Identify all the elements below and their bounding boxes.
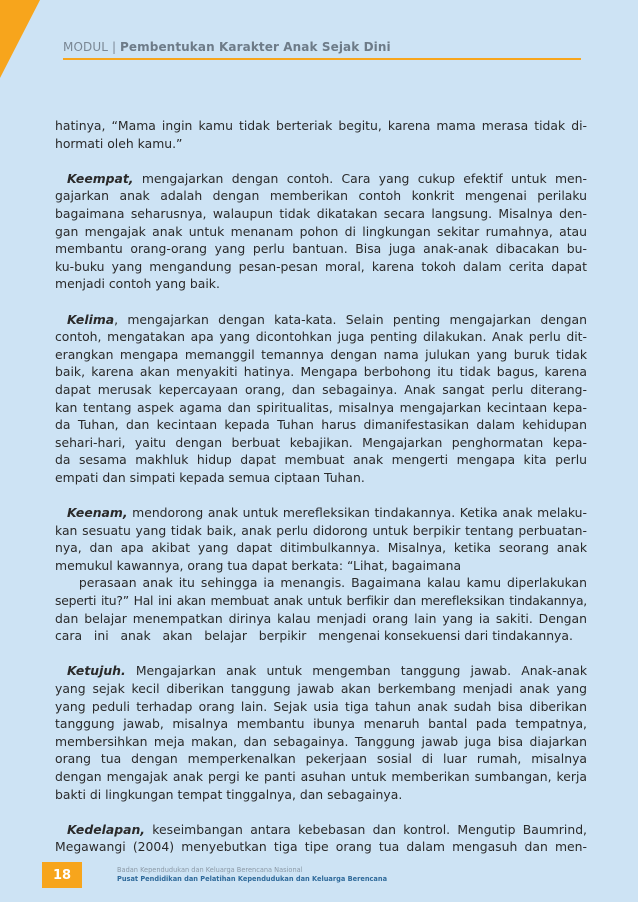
text-line — [55, 170, 587, 188]
footer-institution — [117, 866, 387, 884]
text-line: menjadi contoh yang baik. — [55, 276, 220, 292]
text-line: perasaan anak itu sehingga ia menangis. Bagaimana kalau kamu diperlakukan — [55, 575, 587, 591]
text-line: kan tentang aspek agama dan spiritualitas, misalnya mengajarkan kecintaan kepa- — [55, 399, 587, 415]
paragraph-kelima — [55, 311, 587, 487]
paragraph-lead: Kedelapan, — [67, 821, 145, 837]
module-label: MODUL — [63, 40, 109, 54]
footer-line-1: Badan Kependudukan dan Keluarga Berencana Nasional — [117, 866, 303, 874]
text-line: ku-buku yang mengandung pesan-pesan moral, karena tokoh dalam cerita dapat — [55, 258, 587, 274]
text-line: hormati oleh kamu.” — [55, 135, 183, 151]
module-title: Pembentukan Karakter Anak Sejak Dini — [120, 40, 391, 54]
paragraph-lead: Keempat, — [67, 170, 134, 186]
text-line: empati dan simpati kepada semua ciptaan Tuhan. — [55, 469, 365, 485]
text-line: erangkan mengapa memanggil temannya dengan nama julukan yang buruk tidak — [55, 346, 587, 362]
header-rule — [63, 58, 581, 60]
text-line — [55, 504, 587, 522]
text-run: , mengajarkan dengan kata-kata. Selain penting mengajarkan dengan — [114, 311, 587, 327]
text-run: mendorong anak untuk merefleksikan tindakannya. Ketika anak melaku- — [127, 505, 587, 521]
text-line: yang sejak kecil diberikan tanggung jawab akan berkembang menjadi anak yang — [55, 681, 587, 696]
paragraph-lead: Keenam, — [67, 505, 128, 521]
page-number: 18 — [52, 867, 72, 883]
text-line: gan mengajak anak untuk menanam pohon di lingkungan sekitar rumahnya, atau — [55, 223, 587, 239]
paragraph-lead: Kelima — [67, 311, 115, 327]
text-line: dengan mengajak anak pergi ke panti asuhan untuk memberikan sumbangan, kerja — [55, 768, 587, 784]
paragraph-lead: Ketujuh. — [67, 663, 126, 679]
text-run: Mengajarkan anak untuk mengemban tanggung jawab. Anak-anak — [125, 663, 587, 679]
text-line: memukul kawannya, orang tua dapat berkata: “Lihat, bagaimana — [55, 557, 462, 573]
text-line: dapat merusak kepercayaan orang, dan sebagainya. Anak sangat perlu diterang- — [55, 381, 587, 397]
text-line: orang tua dengan memperkenalkan pekerjaan sosial di luar rumah, misalnya — [55, 751, 587, 767]
text-line: da sesama makhluk hidup dapat membuat anak mengerti mengapa kita perlu — [55, 452, 587, 468]
text-line: hatinya, “Mama ingin kamu tidak berteriak begitu, karena mama merasa tidak di- — [55, 118, 587, 133]
text-line: sehari-hari, yaitu dengan berbuat kebajikan. Mengajarkan penghormatan kepa- — [55, 434, 587, 450]
text-line: membersihkan meja makan, dan sebagainya. Tanggung jawab juga bisa diajarkan — [55, 733, 587, 749]
text-line: gajarkan anak adalah dengan memberikan contoh konkrit mengenai perilaku — [55, 188, 587, 204]
text-line: baik, karena akan menyakiti hatinya. Mengapa berbohong itu tidak bagus, karena — [55, 364, 587, 380]
footer-line-2: Pusat Pendidikan dan Pelatihan Kependudukan dan Keluarga Berencana — [117, 875, 388, 883]
text-line: kan sesuatu yang tidak baik, anak perlu didorong untuk berpikir tentang perbuatan- — [55, 522, 587, 538]
page-number-badge — [42, 862, 82, 888]
text-line: bagaimana seharusnya, walaupun tidak dikatakan secara langsung. Misalnya den- — [55, 205, 587, 221]
paragraph-keempat — [55, 170, 587, 293]
running-header — [63, 40, 578, 54]
corner-accent — [0, 0, 40, 78]
text-line: dan belajar menempatkan dirinya kalau menjadi orang lain yang ia sakiti. Dengan — [55, 610, 587, 626]
paragraph-kedelapan — [55, 821, 587, 856]
paragraph-1 — [55, 117, 587, 152]
text-line: cara ini anak akan belajar berpikir mengenai konsekuensi dari tindakannya. — [55, 628, 573, 644]
text-line: contoh, mengatakan apa yang dicontohkan juga penting dilakukan. Anak perlu dit- — [55, 329, 587, 345]
text-line: nya, dan apa akibat yang dapat ditimbulkannya. Misalnya, ketika seorang anak — [55, 540, 587, 556]
text-line: membantu orang-orang yang perlu bantuan. Bisa juga anak-anak dibacakan bu- — [55, 241, 587, 257]
text-run: mengajarkan dengan contoh. Cara yang cukup efektif untuk men- — [133, 170, 587, 186]
text-line — [55, 662, 587, 680]
text-line: da Tuhan, dan kecintaan kepada Tuhan harus dimanifestasikan dalam kehidupan — [55, 417, 587, 433]
text-line: seperti itu?” Hal ini akan membuat anak untuk berfikir dan merefleksikan tindakannya, — [55, 593, 587, 609]
text-line: tanggung jawab, misalnya membantu ibunya menaruh bantal pada tempatnya, — [55, 716, 587, 732]
text-line: yang peduli terhadap orang lain. Sejak usia tiga tahun anak sudah bisa diberikan — [55, 698, 587, 714]
text-line — [55, 311, 587, 329]
text-run: keseimbangan antara kebebasan dan kontrol. Mengutip Baumrind, — [144, 821, 587, 837]
body-text — [55, 117, 587, 874]
text-line: bakti di lingkungan tempat tinggalnya, dan sebagainya. — [55, 786, 403, 802]
paragraph-keenam — [55, 504, 587, 645]
paragraph-ketujuh — [55, 662, 587, 803]
text-line — [55, 821, 587, 839]
header-separator: | — [111, 40, 117, 54]
text-line: Megawangi (2004) menyebutkan tiga tipe orang tua dalam mengasuh dan men- — [55, 839, 587, 855]
